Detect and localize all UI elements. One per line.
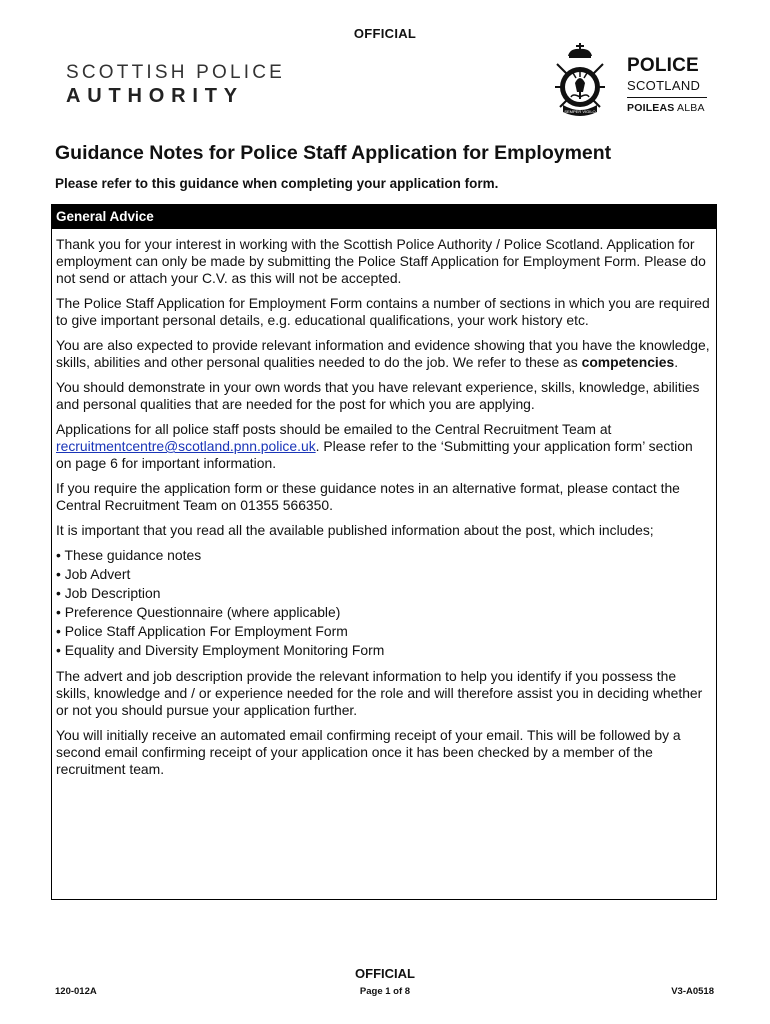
spa-logo (66, 62, 285, 108)
list-item: • Preference Questionnaire (where applicable) (56, 604, 341, 620)
general-advice-body (52, 229, 716, 778)
general-advice-panel (51, 204, 717, 900)
advice-paragraph-4: You should demonstrate in your own words that you have relevant experience, skills, knowledge, abilities and personal qualities that are needed for the post for which you are applying. (56, 379, 700, 412)
advice-paragraph-1: Thank you for your interest in working with the Scottish Police Authority / Police Scotland. Application for employment can only be made by submitting the Police Staff Application for Employment Form. Please do not send or attach your C.V. as this will not be accepted. (56, 236, 706, 286)
advice-paragraph-7: It is important that you read all the available published information about the post, which includes; (56, 522, 654, 538)
ps-logo-gaelic-bold: POILEAS (627, 102, 675, 114)
ps-logo-gaelic (627, 102, 707, 114)
classification-header: OFFICIAL (353, 26, 417, 41)
ps-logo-gaelic-regular: ALBA (674, 102, 705, 114)
page-number: Page 1 of 8 (359, 986, 411, 997)
list-item: • Police Staff Application For Employment Form (56, 623, 348, 639)
list-item: • Job Advert (56, 566, 131, 582)
advice-paragraph-9: You will initially receive an automated email confirming receipt of your email. This will be followed by a second email confirming receipt of your application once it has been checked by a member of the recruitment team. (56, 727, 681, 777)
ps-logo-police: POLICE (627, 55, 699, 76)
recruitment-email-link[interactable]: recruitmentcentre@scotland.pnn.police.uk (56, 438, 316, 454)
spa-logo-line2: AUTHORITY (66, 85, 244, 107)
list-item: • Equality and Diversity Employment Monitoring Form (56, 642, 385, 658)
page-subtitle: Please refer to this guidance when completing your application form. (55, 176, 499, 191)
advice-p5-start: Applications for all police staff posts should be emailed to the Central Recruitment Team at (56, 421, 612, 437)
crest-motto: SEMPER VIGILO (564, 109, 596, 114)
ps-logo-scotland: SCOTLAND (627, 78, 701, 93)
advice-paragraph-8: The advert and job description provide the relevant information to help you identify if you possess the skills, knowledge and / or experience needed for the role and will therefore assist you in deciding whether or not you should pursue your application further. (56, 668, 703, 718)
advice-p3-end: . (674, 354, 679, 370)
published-info-list (56, 547, 710, 659)
ps-logo-divider (627, 97, 707, 98)
competencies-term: competencies (581, 354, 675, 370)
police-scotland-wordmark (627, 56, 707, 114)
advice-paragraph-3 (56, 337, 710, 371)
list-item: • These guidance notes (56, 547, 202, 563)
list-item: • Job Description (56, 585, 161, 601)
classification-footer: OFFICIAL (355, 966, 415, 981)
version-code: V3-A0518 (671, 986, 714, 997)
advice-paragraph-6: If you require the application form or these guidance notes in an alternative format, please contact the Central Recruitment Team on 01355 566350. (56, 480, 680, 513)
advice-p3-start: You are also expected to provide relevant information and evidence showing that you have the knowledge, skills, abilities and other personal qualities needed to do the job. We refer to these as (56, 337, 710, 370)
page-title: Guidance Notes for Police Staff Application for Employment (55, 142, 612, 164)
advice-p5-end: . Please refer to the ‘Submitting your application form’ section on page 6 for important information. (56, 438, 693, 471)
general-advice-heading: General Advice (52, 205, 716, 229)
spa-logo-line1: SCOTTISH POLICE (66, 62, 286, 83)
form-reference: 120-012A (55, 986, 97, 997)
advice-paragraph-2: The Police Staff Application for Employment Form contains a number of sections in which you are required to give important personal details, e.g. educational qualifications, your work history etc. (56, 295, 710, 328)
advice-paragraph-5 (56, 421, 710, 472)
